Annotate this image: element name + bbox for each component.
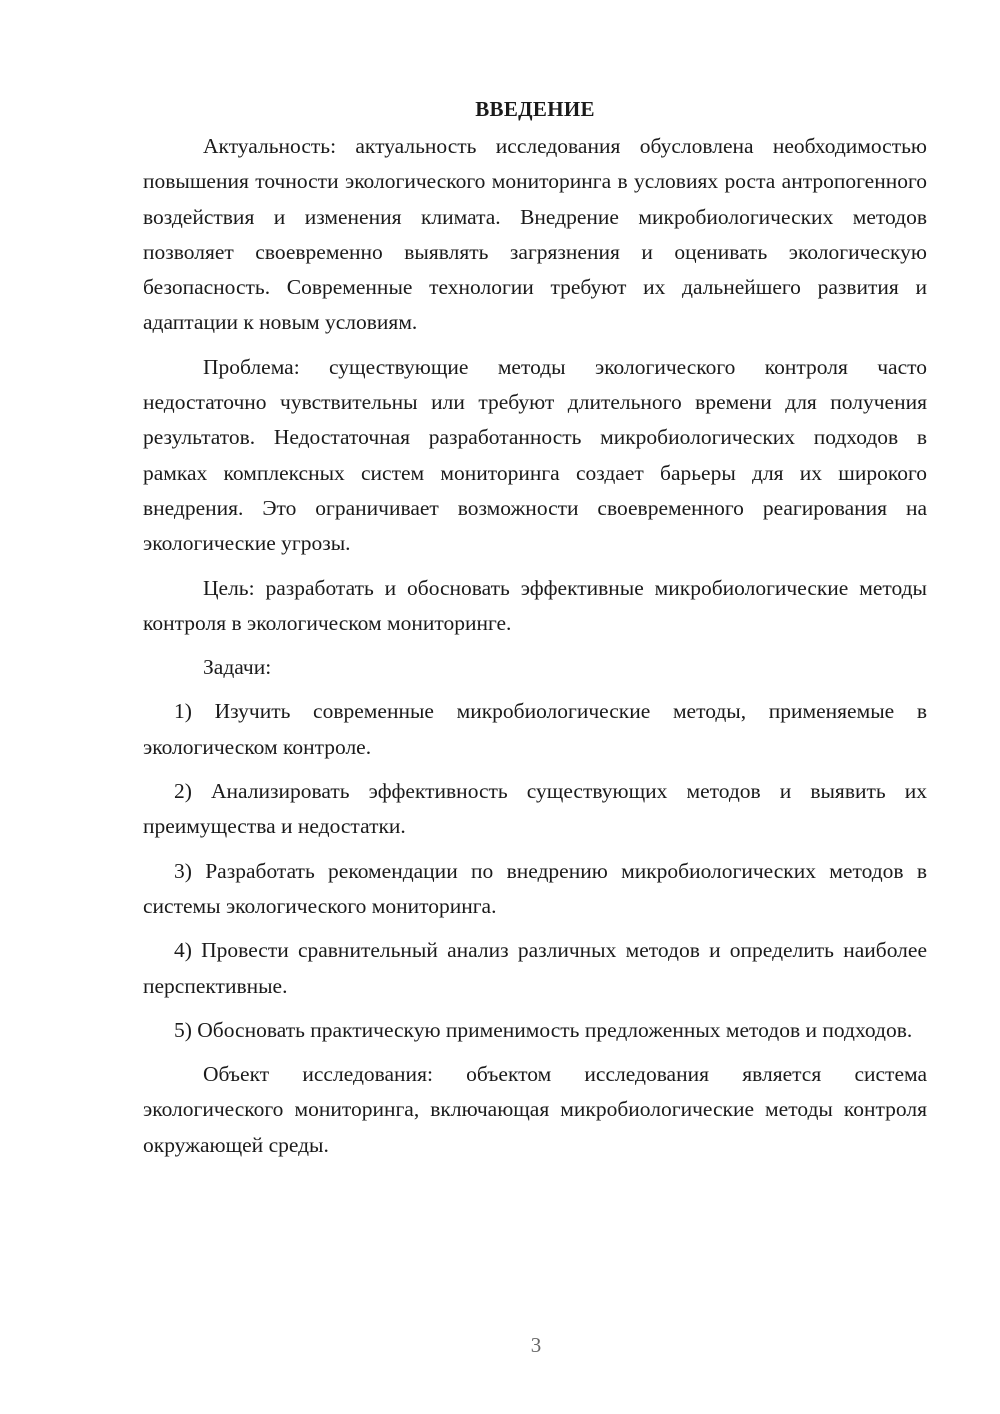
task-item-1: 1) Изучить современные микробиологические методы, применяемые в экологическом контроле.	[143, 699, 927, 759]
relevance-paragraph: Актуальность: актуальность исследования обусловлена необходимостью повышения точности экологического мониторинга в условиях роста антропогенного воздействия и изменения климата. Внедрение микробиологических методов позволяет своевременно выявлять загрязнения и оценивать экологическую безопасность. Современные технологии требуют их дальнейшего развития и адаптации к новым условиям.	[143, 134, 927, 335]
task-item-3: 3) Разработать рекомендации по внедрению микробиологических методов в системы экологического мониторинга.	[143, 858, 927, 918]
goal-paragraph: Цель: разработать и обосновать эффективные микробиологические методы контроля в экологическом мониторинге.	[143, 575, 927, 635]
task-item-5: 5) Обосновать практическую применимость предложенных методов и подходов.	[174, 1017, 913, 1042]
problem-paragraph: Проблема: существующие методы экологического контроля часто недостаточно чувствительны или требуют длительного времени для получения результатов. Недостаточная разработанность микробиологических подходов в рамках комплексных систем мониторинга создает барьеры для их широкого внедрения. Это ограничивает возможности своевременного реагирования на экологические угрозы.	[143, 354, 927, 556]
object-paragraph: Объект исследования: объектом исследования является система экологического мониторинга, включающая микробиологические методы контроля окружающей среды.	[143, 1062, 927, 1157]
document-body	[143, 91, 927, 1163]
page-title: ВВЕДЕНИЕ	[475, 97, 595, 121]
page-number: 3	[530, 1333, 542, 1357]
tasks-heading: Задачи:	[203, 655, 272, 680]
task-item-2: 2) Анализировать эффективность существующих методов и выявить их преимущества и недостатки.	[143, 779, 927, 839]
task-item-4: 4) Провести сравнительный анализ различных методов и определить наиболее перспективные.	[143, 938, 927, 998]
